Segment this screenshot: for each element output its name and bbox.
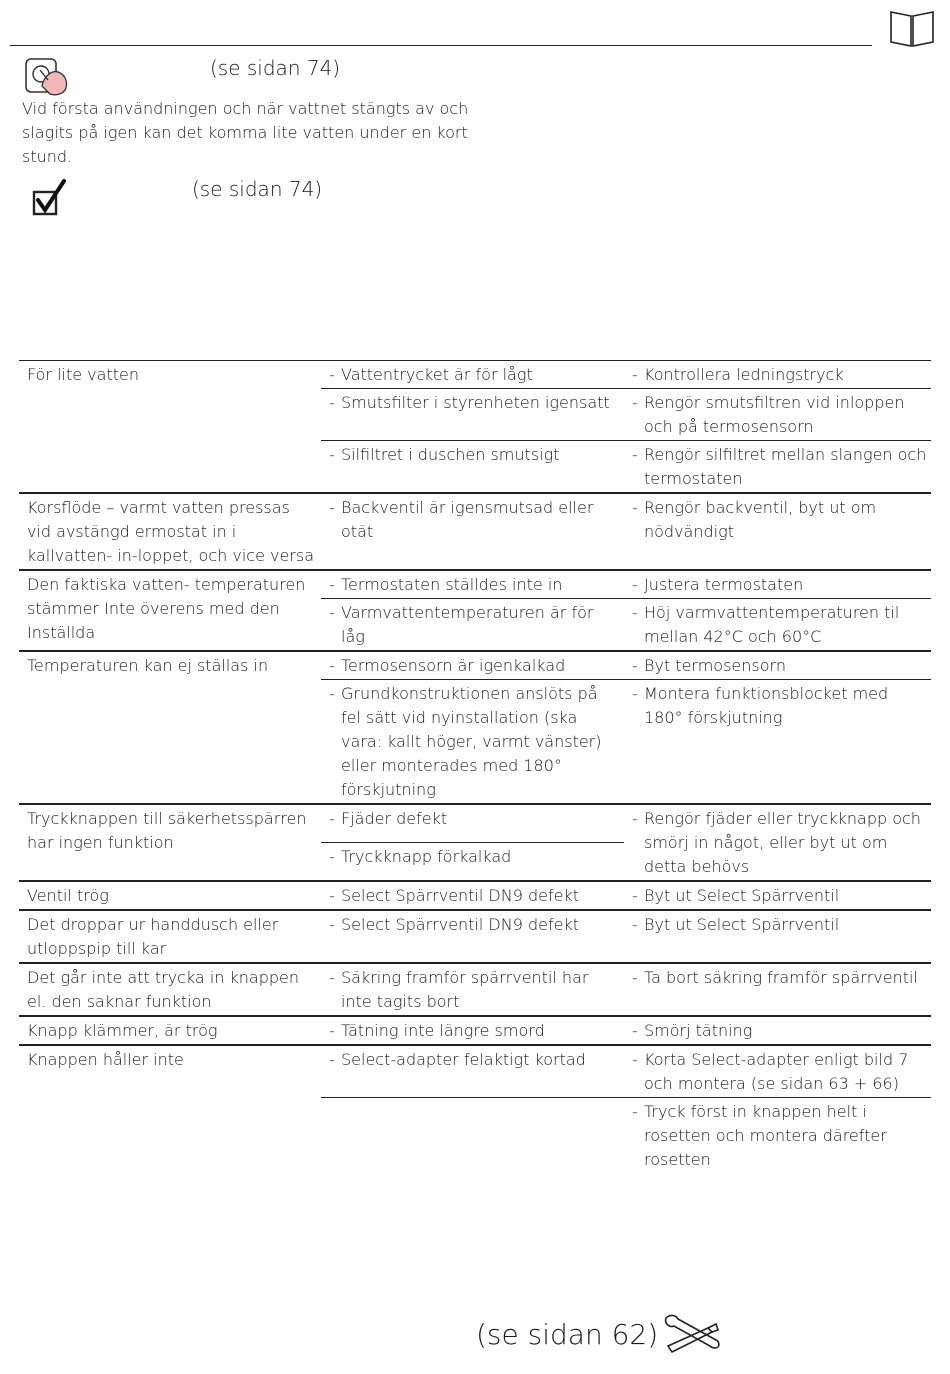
cause-text: Fjäder defekt xyxy=(341,809,448,828)
remedy-cell: - Tryck först in knappen helt i rosetten och montera därefter rosetten xyxy=(624,1098,931,1174)
cause-cell: - Backventil är igensmutsad eller otät xyxy=(321,493,624,570)
cause-text: Tryckknapp förkalkad xyxy=(341,847,512,866)
remedy-text: Rengör fjäder eller tryckknapp och smörj in något, eller byt ut om detta behövs xyxy=(644,809,921,876)
problem-cell: Knapp klämmer, är trög xyxy=(19,1016,321,1045)
cause-cell: - Termosensorn är igenkalkad xyxy=(321,651,624,680)
remedy-text: Tryck först in knappen helt i rosetten och montera därefter rosetten xyxy=(644,1102,887,1169)
cause-cell: - Termostaten ställdes inte in xyxy=(321,570,624,599)
problem-cell: Knappen håller inte xyxy=(19,1045,321,1173)
wrench-screwdriver-icon xyxy=(660,1312,722,1358)
cause-text: Termosensorn är igenkalkad xyxy=(341,656,566,675)
header-rule xyxy=(10,45,872,46)
remedy-cell: - Rengör silfiltret mellan slangen och termostaten xyxy=(624,441,931,494)
problem-cell: Ventil trög xyxy=(19,881,321,910)
cause-cell: - Vattentrycket är för lågt xyxy=(321,361,624,389)
cause-text: Select Spärrventil DN9 defekt xyxy=(341,886,579,905)
table-row xyxy=(19,910,931,963)
cause-text: Select Spärrventil DN9 defekt xyxy=(341,915,579,934)
remedy-cell: - Rengör backventil, byt ut om nödvändigt xyxy=(624,493,931,570)
problem-cell: Temperaturen kan ej ställas in xyxy=(19,651,321,804)
cause-cell: - Fjäder defekt xyxy=(321,804,624,843)
table-row xyxy=(19,493,931,570)
remedy-cell: - Kontrollera ledningstryck xyxy=(624,361,931,389)
cause-cell: - Tryckknapp förkalkad xyxy=(321,843,624,882)
problem-cell: Det går inte att trycka in knappen el. den saknar funktion xyxy=(19,963,321,1016)
remedy-cell: - Smörj tätning xyxy=(624,1016,931,1045)
cause-text: Termostaten ställdes inte in xyxy=(341,575,563,594)
remedy-text: Justera termostaten xyxy=(644,575,804,594)
problem-cell: För lite vatten xyxy=(19,361,321,494)
remedy-text: Rengör backventil, byt ut om nödvändigt xyxy=(644,498,877,541)
remedy-cell: - Rengör smutsfiltren vid inloppen och på termosensorn xyxy=(624,389,931,441)
remedy-text: Kontrollera ledningstryck xyxy=(644,365,844,384)
remedy-cell: - Byt ut Select Spärrventil xyxy=(624,910,931,963)
cause-cell: - Varmvattentemperaturen är för låg xyxy=(321,599,624,652)
cause-cell-empty xyxy=(321,1098,624,1174)
remedy-cell: - Höj varmvattentemperaturen til mellan 42°C och 60°C xyxy=(624,599,931,652)
table-row xyxy=(19,804,931,843)
remedy-text: Byt ut Select Spärrventil xyxy=(644,886,840,905)
remedy-text: Rengör silfiltret mellan slangen och termostaten xyxy=(644,445,927,488)
cause-text: Grundkonstruktionen anslöts på fel sätt vid nyinstallation (ska vara: kallt höger, varmt vänster) eller monterades med 180° förskjutning xyxy=(341,684,602,799)
cause-cell: - Smutsfilter i styrenheten igensatt xyxy=(321,389,624,441)
cause-cell: - Grundkonstruktionen anslöts på fel sätt vid nyinstallation (ska vara: kallt höger, varmt vänster) eller monterades med 180° förskjutning xyxy=(321,680,624,805)
table-row xyxy=(19,361,931,389)
problem-cell: Det droppar ur handdusch eller utloppspip till kar xyxy=(19,910,321,963)
cause-text: Smutsfilter i styrenheten igensatt xyxy=(341,393,610,412)
footer-reference: (se sidan 62) xyxy=(476,1318,659,1351)
remedy-text: Ta bort säkring framför spärrventil xyxy=(644,968,918,987)
cause-text: Backventil är igensmutsad eller otät xyxy=(341,498,594,541)
hand-pressing-button-icon xyxy=(22,56,72,98)
remedy-text: Byt ut Select Spärrventil xyxy=(644,915,840,934)
problem-cell: Korsflöde – varmt vatten pressas vid avstängd ermostat in i kallvatten- in-loppet, och vice versa xyxy=(19,493,321,570)
remedy-text: Smörj tätning xyxy=(644,1021,753,1040)
cause-cell: - Select Spärrventil DN9 defekt xyxy=(321,910,624,963)
remedy-cell: - Justera termostaten xyxy=(624,570,931,599)
cause-text: Silfiltret i duschen smutsigt xyxy=(341,445,560,464)
cause-cell: - Silfiltret i duschen smutsigt xyxy=(321,441,624,494)
remedy-text: Montera funktionsblocket med 180° förskjutning xyxy=(644,684,889,727)
troubleshooting-table xyxy=(19,360,931,1173)
table-row xyxy=(19,963,931,1016)
cause-text: Säkring framför spärrventil har inte tagits bort xyxy=(341,968,589,1011)
intro-text: Vid första användningen och när vattnet stängts av och slagits på igen kan det komma lite vatten under en kort stund. xyxy=(22,99,469,166)
cause-text: Varmvattentemperaturen är för låg xyxy=(341,603,594,646)
problem-cell: Tryckknappen till säkerhetsspärren har ingen funktion xyxy=(19,804,321,881)
remedy-cell: - Byt termosensorn xyxy=(624,651,931,680)
problem-cell: Den faktiska vatten- temperaturen stämmer Inte överens med den Inställda xyxy=(19,570,321,651)
checkbox-check-icon xyxy=(30,178,70,218)
table-row xyxy=(19,1045,931,1098)
cause-cell: - Select Spärrventil DN9 defekt xyxy=(321,881,624,910)
remedy-text: Korta Select-adapter enligt bild 7 och montera (se sidan 63 + 66) xyxy=(644,1050,909,1093)
cause-cell: - Tätning inte längre smord xyxy=(321,1016,624,1045)
remedy-cell: - Montera funktionsblocket med 180° förskjutning xyxy=(624,680,931,805)
remedy-text: Byt termosensorn xyxy=(644,656,786,675)
remedy-cell: - Korta Select-adapter enligt bild 7 och montera (se sidan 63 + 66) xyxy=(624,1045,931,1098)
cause-cell: - Select-adapter felaktigt kortad xyxy=(321,1045,624,1098)
table-row xyxy=(19,651,931,680)
table-row xyxy=(19,1016,931,1045)
table-row xyxy=(19,881,931,910)
cause-text: Tätning inte längre smord xyxy=(341,1021,545,1040)
remedy-text: Höj varmvattentemperaturen til mellan 42°C och 60°C xyxy=(644,603,900,646)
section-a-reference: (se sidan 74) xyxy=(210,56,341,80)
table-row xyxy=(19,570,931,599)
open-book-icon xyxy=(888,10,936,48)
section-b-reference: (se sidan 74) xyxy=(192,177,323,201)
remedy-cell: - Ta bort säkring framför spärrventil xyxy=(624,963,931,1016)
cause-cell: - Säkring framför spärrventil har inte tagits bort xyxy=(321,963,624,1016)
remedy-text: Rengör smutsfiltren vid inloppen och på termosensorn xyxy=(644,393,905,436)
cause-text: Vattentrycket är för lågt xyxy=(341,365,533,384)
cause-text: Select-adapter felaktigt kortad xyxy=(341,1050,586,1069)
remedy-cell: - Byt ut Select Spärrventil xyxy=(624,881,931,910)
remedy-cell: - Rengör fjäder eller tryckknapp och smörj in något, eller byt ut om detta behövs xyxy=(624,804,931,881)
